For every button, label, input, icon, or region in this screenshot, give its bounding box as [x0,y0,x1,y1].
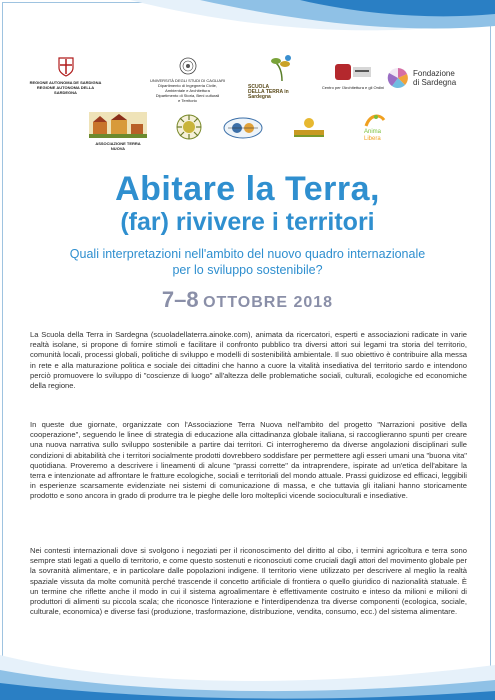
university-seal-icon [179,57,197,75]
anima-swirl-icon [364,112,386,128]
terranuova-mark-icon [333,62,373,82]
text-logo-icon [292,116,326,138]
anima-line2: Libera [364,136,381,142]
terranuova-caption: Centro per l'Architettura e gli Ordini [321,85,385,90]
scuola-line2: DELLA TERRA in Sardegna [248,89,289,100]
logo-associazione-terra-nuova [88,112,148,151]
sprout-icon [270,54,294,82]
logo-scuola-della-terra [248,54,308,100]
fondazione-line1: Fondazione [413,69,455,78]
sardinia-crest-icon [58,57,74,77]
event-date [0,287,495,313]
logo-regione-sardegna [28,57,103,95]
logo-anima-libera [364,112,404,143]
regione-line2: REGIONE AUTONOMA DELLA SARDEGNA [36,85,95,95]
anima-line1: Anima [364,129,382,135]
page-title-line2: (far) rivivere i territori [120,208,375,236]
unica-line2: Ambientale e Architettura [165,88,210,93]
logo-unica [140,57,235,103]
assoc-caption: ASSOCIAZIONE TERRA NUOVA [95,141,141,151]
globe-network-icon [222,116,264,140]
body-paragraph-2: In queste due giornate, organizzate con l'Associazione Terra Nuova nell'ambito del progetto "Narrazioni positive della cooperazione", seguendo le linee di strategia di educazione alla cittadinanza globale italiana, si raccoglieranno spunti per creare una nuova narrativa sullo sviluppo sostenibile a partire dai territori. Ci interrogheremo da diverse angolazioni disciplinari sulle condizioni di abitabilità che i territori socialmente prodotti dovrebbero soddisfare per permettere agli esseri umani una "buona vita" quotidiana. Proveremo a descrivere i lineamenti di alcune "prassi corrette" da intraprendere, ispirate ad un'etica dell'abitare la terra e intenzionate ad affrontare le fratture ecologiche, sociali e territoriali del mondo attuale. Prassi guidizose ed efficaci, leggibili in esperienze scarsamente evidenziate nei sistemi di comunicazione di massa, e che tuttavia gli italiani hanno storicamente prodotto e sono ancora in grado di produrre tra le pieghe delle loro molteplici vicende socioculturali e insediative. [30,420,467,501]
unica-line4: e Territorio [178,98,197,103]
unica-title: UNIVERSITÀ DEGLI STUDI DI CAGLIARI [149,78,226,83]
event-date-month: OTTOBRE 2018 [203,294,334,311]
page-subtitle: Quali interpretazioni nell'ambito del nuovo quadro internazionale per lo sviluppo sostenibile? [69,247,426,277]
sun-emblem-icon [176,114,202,140]
regione-line1: REGIONE AUTONOMA DE SARDIGNA [29,80,102,85]
body-paragraph-3: Nei contesti internazionali dove si svolgono i negoziati per il riconoscimento del diritto al cibo, i termini agricoltura e terra sono sempre stati legati a quello di territorio, e come questo sostenuti e riconosciuti come cruciali dagli attori del movimento globale per la sovranità alimentare, e in particolare dalle popolazioni indigene. Il territorio viene utilizzato per descrivere al meglio la realtà spaziale vissuta da molte comunità perché trascende il concetto artificiale di frontiera o quello giuridico di nazionalità statuale. È un termine che riflette anche il modo in cui il sistema agroalimentare è effettivamente costruito e inteso da milioni e milioni di produttori di alimenti su piccola scala; che riconosce l'interazione e l'interdipendenza tra diverse componenti (ecologica, sociale, culturale, economica) e diverse fasi (produzione, trasformazione, distribuzione, vendita, consumo, ecc.) del sistema alimentare. [30,546,467,617]
fondazione-line2: di Sardegna [413,78,457,87]
scuola-line1: SCUOLA [248,84,270,90]
fondazione-pinwheel-icon [387,67,409,89]
unica-line1: Dipartimento di Ingegneria Civile, [158,83,217,88]
page-title-line1: Abitare la Terra, [115,170,380,208]
body-paragraph-1: La Scuola della Terra in Sardegna (scuoladellaterra.ainoke.com), animata da ricercatori, esperti e associazioni radicate in varie realtà isolane, si propone di fornire stimoli e facilitare il confronto pubblico tra diversi attori sui legami tra storia del territorio, comunità locali, processi globali, politiche di sviluppo e modelli di sostenibilità ambientale. Il suo obiettivo è contribuire alla messa in rete e alla maturazione politica e sociale dei cittadini che hanno a cuore la vitalità insediativa del territorio sardo e intendono perciò promuovere lo sviluppo di "coscienze di luogo" all'altezza delle problematiche sociali, culturali, ecologiche ed economiche della regione. [30,330,467,391]
event-date-days: 7–8 [161,287,199,312]
village-illustration-icon [89,112,147,138]
logo-terra-nuova-red [318,62,388,90]
unica-line3: Dipartimento di Storia, Beni culturali [155,93,220,98]
